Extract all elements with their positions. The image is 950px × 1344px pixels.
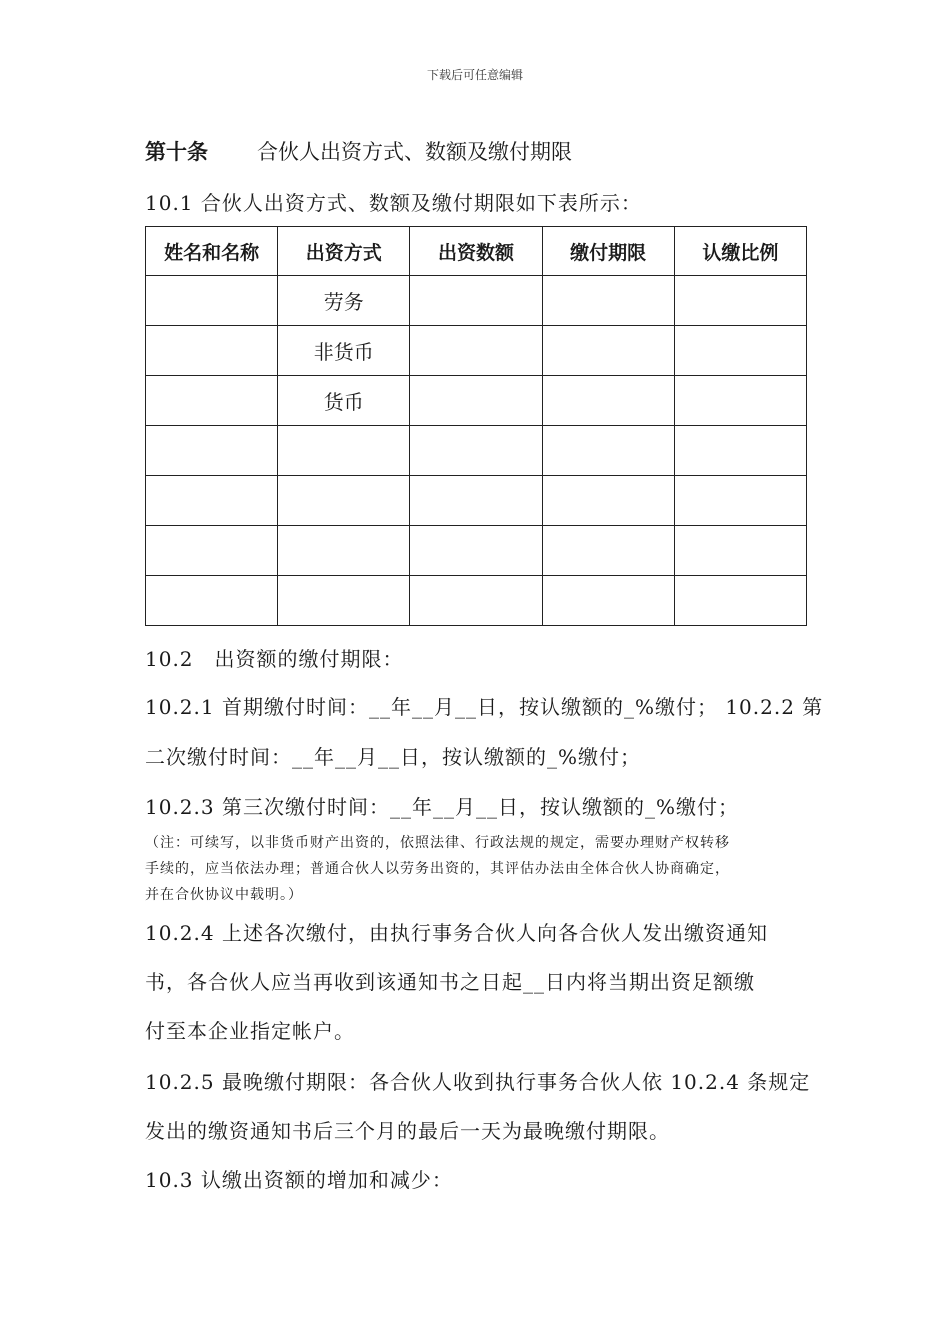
note-line: 并在合伙协议中载明。） — [145, 887, 303, 903]
table-cell — [278, 576, 410, 626]
table-cell — [674, 576, 806, 626]
table-cell — [674, 376, 806, 426]
table-cell — [410, 526, 542, 576]
table-cell — [146, 376, 278, 426]
clause-10-2-5-line2: 发出的缴资通知书后三个月的最后一天为最晚缴付期限。 — [145, 1119, 670, 1143]
table-cell — [146, 276, 278, 326]
table-cell — [278, 476, 410, 526]
table-cell: 货币 — [278, 376, 410, 426]
contribution-table — [145, 226, 807, 626]
column-header: 出资数额 — [410, 227, 542, 276]
table-cell — [542, 576, 674, 626]
note-line: 手续的，应当依法办理；普通合伙人以劳务出资的，其评估办法由全体合伙人协商确定， — [145, 861, 730, 877]
table-row — [146, 526, 807, 576]
table-cell — [542, 276, 674, 326]
table-cell — [410, 276, 542, 326]
table-cell — [146, 576, 278, 626]
column-header: 认缴比例 — [674, 227, 806, 276]
table-cell — [146, 526, 278, 576]
page-header: 下载后可任意编辑 — [426, 68, 523, 82]
table-cell — [542, 526, 674, 576]
clause-10-3: 10.3 认缴出资额的增加和减少： — [145, 1168, 453, 1192]
table-cell — [410, 576, 542, 626]
note-block — [145, 830, 807, 908]
clause-10-2: 10.2 出资额的缴付期限： — [145, 647, 404, 671]
table-cell — [674, 326, 806, 376]
clause-10-2-4-line2: 书，各合伙人应当再收到该通知书之日起__日内将当期出资足额缴 — [145, 970, 755, 994]
table-cell — [410, 426, 542, 476]
clause-10-2-1-line1: 10.2.1 首期缴付时间：__年__月__日，按认缴额的_%缴付； 10.2.2 第 — [145, 695, 824, 719]
clause-10-2-3: 10.2.3 第三次缴付时间：__年__月__日，按认缴额的_%缴付； — [145, 795, 739, 819]
table-row — [146, 476, 807, 526]
table-cell — [410, 476, 542, 526]
table-cell: 劳务 — [278, 276, 410, 326]
table-cell — [278, 426, 410, 476]
table-cell: 非货币 — [278, 326, 410, 376]
column-header: 缴付期限 — [542, 227, 674, 276]
table-cell — [146, 326, 278, 376]
clause-10-2-1-line2: 二次缴付时间：__年__月__日，按认缴额的_%缴付； — [145, 745, 642, 769]
article-number: 第十条 — [145, 140, 208, 164]
table-cell — [542, 376, 674, 426]
table-row — [146, 376, 807, 426]
table-cell — [410, 326, 542, 376]
column-header: 出资方式 — [278, 227, 410, 276]
article-heading — [145, 136, 807, 166]
table-cell — [674, 476, 806, 526]
note-line: （注：可续写，以非货币财产出资的，依照法律、行政法规的规定，需要办理财产权转移 — [145, 835, 730, 851]
clause-10-2-4-line1: 10.2.4 上述各次缴付，由执行事务合伙人向各合伙人发出缴资通知 — [145, 921, 768, 945]
table-cell — [278, 526, 410, 576]
table-cell — [146, 476, 278, 526]
table-row — [146, 326, 807, 376]
table-cell — [542, 476, 674, 526]
table-header-row — [146, 227, 807, 276]
table-cell — [674, 426, 806, 476]
clause-10-2-5-line1: 10.2.5 最晚缴付期限：各合伙人收到执行事务合伙人依 10.2.4 条规定 — [145, 1070, 811, 1094]
table-row — [146, 576, 807, 626]
table-row — [146, 426, 807, 476]
clause-10-2-4-line3: 付至本企业指定帐户。 — [145, 1019, 355, 1043]
table-cell — [674, 526, 806, 576]
table-cell — [146, 426, 278, 476]
column-header: 姓名和名称 — [146, 227, 278, 276]
table-cell — [542, 326, 674, 376]
table-cell — [674, 276, 806, 326]
intro-paragraph: 10.1 合伙人出资方式、数额及缴付期限如下表所示： — [145, 191, 642, 215]
table-cell — [410, 376, 542, 426]
table-row — [146, 276, 807, 326]
article-title: 合伙人出资方式、数额及缴付期限 — [257, 140, 572, 164]
table-cell — [542, 426, 674, 476]
